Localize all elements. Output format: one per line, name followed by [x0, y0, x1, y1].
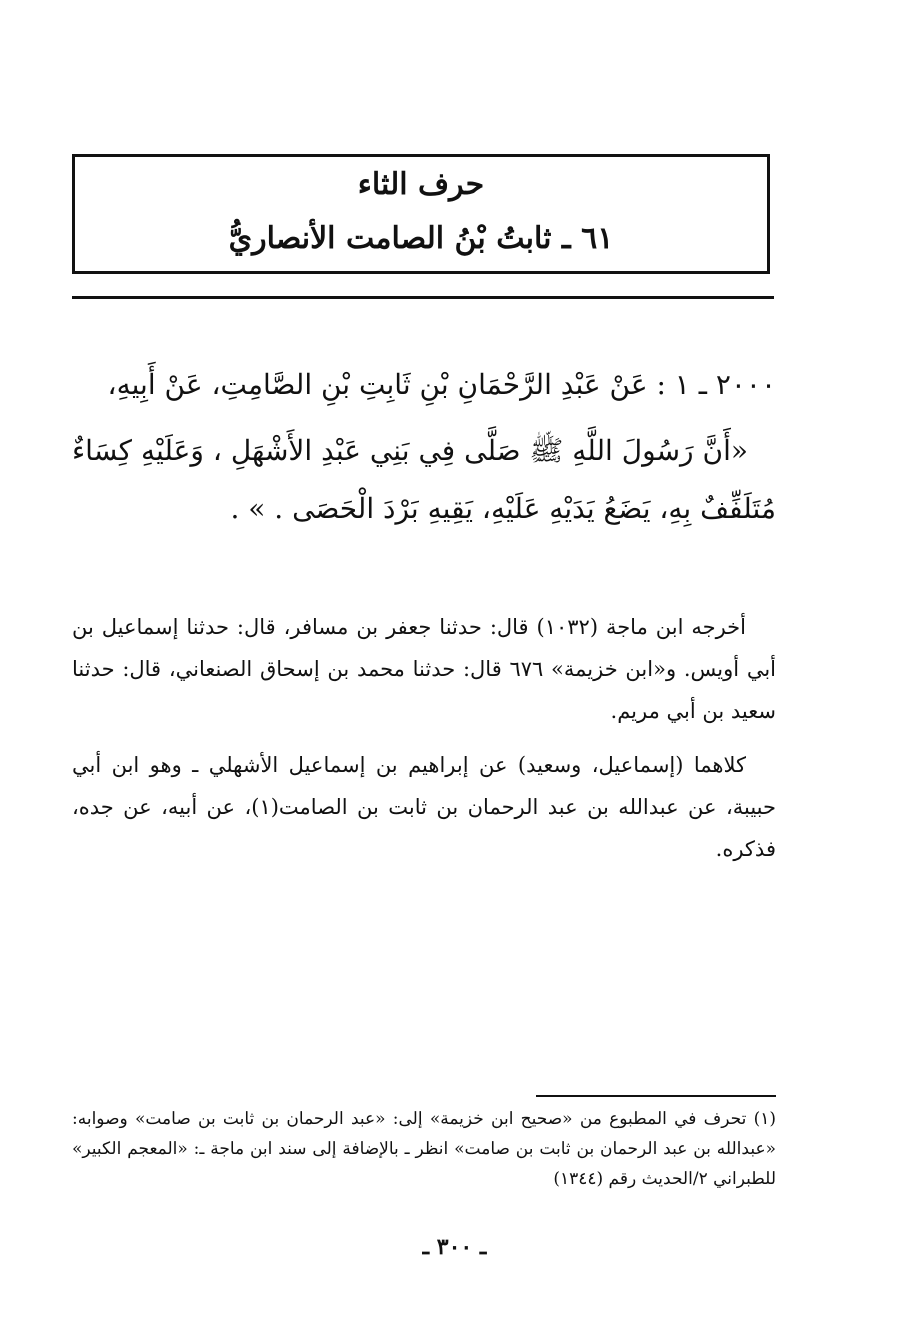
page-number: ـ ٣٠٠ ـ [422, 1234, 487, 1260]
separator-rule [72, 296, 774, 299]
hadith-text [72, 356, 776, 538]
hadith-matn: «أَنَّ رَسُولَ اللَّهِ ﷺ صَلَّى فِي بَنِي عَبْدِ الأَشْهَلِ ، وَعَلَيْهِ كِسَاءٌ مُتَلَفِّفٌ بِهِ، يَضَعُ يَدَيْهِ عَلَيْهِ، يَقِيهِ بَرْدَ الْحَصَى . » . [72, 434, 776, 525]
person-title: ٦١ ـ ثابتُ بْنُ الصامت الأنصاريُّ [228, 221, 614, 256]
section-title: حرف الثاء [357, 167, 485, 202]
footnote [72, 1104, 776, 1194]
takhrij-paragraph: أخرجه ابن ماجة (١٠٣٢) قال: حدثنا جعفر بن مسافر، قال: حدثنا إسماعيل بن أبي أويس. و«ابن خزيمة» ٦٧٦ قال: حدثنا محمد بن إسحاق الصنعاني، قال: حدثنا سعيد بن أبي مريم. [72, 615, 776, 723]
footnote-text: (١) تحرف في المطبوع من «صحيح ابن خزيمة» إلى: «عبد الرحمان بن ثابت بن صامت» وصوابه: «عبدالله بن عبد الرحمان بن ثابت بن صامت» انظر ـ بالإضافة إلى سند ابن ماجة ـ: «المعجم الكبير» للطبراني ٢/الحديث رقم (١٣٤٤) [72, 1109, 776, 1189]
footnote-rule [536, 1095, 776, 1097]
takhrij-section [72, 606, 776, 882]
hadith-isnad: ٢٠٠٠ ـ ١ : عَنْ عَبْدِ الرَّحْمَانِ بْنِ ثَابِتِ بْنِ الصَّامِتِ، عَنْ أَبِيهِ، [107, 368, 776, 401]
takhrij-paragraph: كلاهما (إسماعيل، وسعيد) عن إبراهيم بن إسماعيل الأشهلي ـ وهو ابن أبي حبيبة، عن عبدالله بن عبد الرحمان بن ثابت بن الصامت(١)، عن أبيه، عن جده، فذكره. [72, 753, 776, 861]
chapter-title-box [72, 154, 770, 274]
